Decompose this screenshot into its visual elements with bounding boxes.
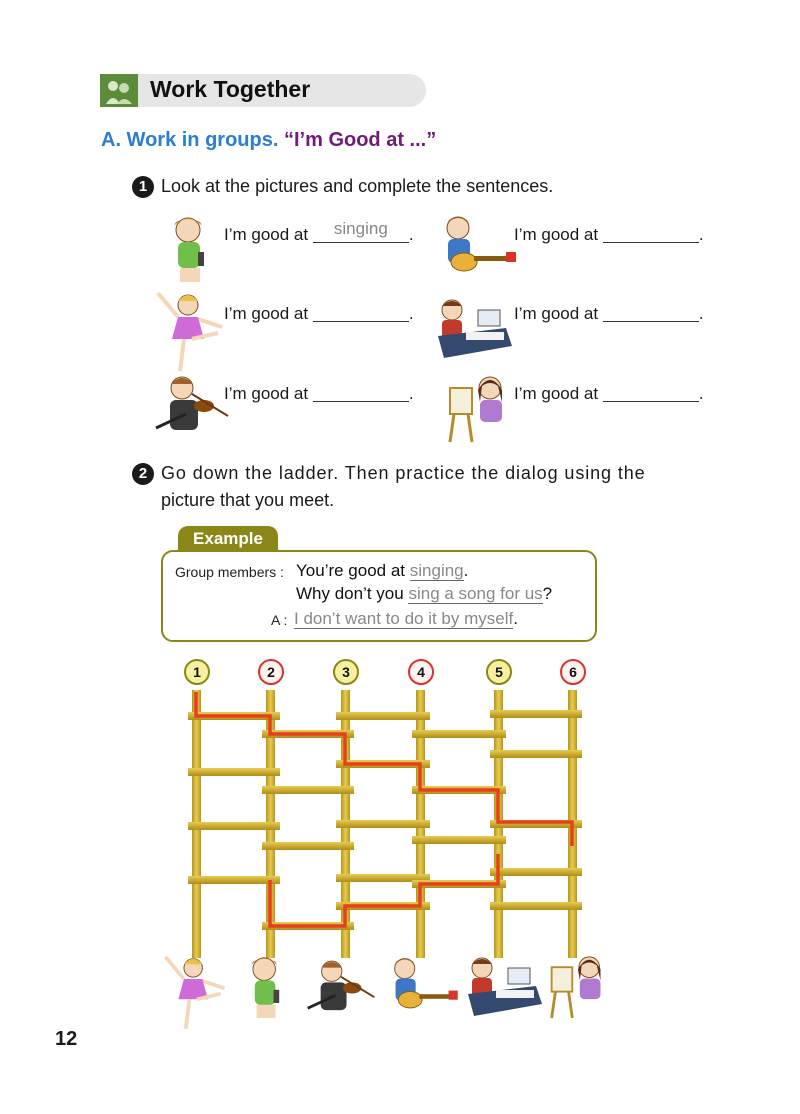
apple-label: 3: [342, 664, 350, 680]
answer-blank-6[interactable]: [603, 382, 699, 402]
example-line-3: [294, 609, 518, 629]
task1-instruction: Look at the pictures and complete the sentences.: [161, 176, 554, 196]
apple-label: 1: [193, 664, 201, 680]
sentence-prefix: I’m good at: [514, 384, 599, 403]
section-prefix: A. Work in groups.: [101, 129, 279, 151]
sentence-suffix: .: [698, 225, 704, 244]
ballet-girl-icon: [160, 950, 230, 1037]
page-number: 12: [55, 1028, 78, 1050]
group-icon: [100, 74, 138, 107]
apple-2: [259, 660, 283, 684]
sentence-prefix: I’m good at: [224, 304, 309, 323]
apple-label: 2: [267, 664, 275, 680]
violin-boy-icon: [152, 372, 232, 443]
apple-label: 6: [569, 664, 577, 680]
apple-1: [185, 660, 209, 684]
sentence-prefix: I’m good at: [514, 225, 599, 244]
line3-fill: I don’t want to do it by myself: [294, 609, 514, 628]
sentence-suffix: .: [408, 225, 414, 244]
task1-number-badge: 1: [132, 176, 154, 198]
apple-markers: [185, 660, 585, 684]
answer-text: singing: [333, 219, 388, 238]
sentence-5: [224, 384, 414, 404]
sentence-6: [514, 384, 704, 404]
answer-blank-4[interactable]: [603, 302, 699, 322]
guitar-boy-icon: [384, 954, 462, 1023]
sentence-suffix: .: [408, 384, 414, 403]
singing-girl-icon: [158, 212, 224, 291]
apple-5: [487, 660, 511, 684]
painting-girl-icon: [444, 372, 510, 449]
apple-6: [561, 660, 585, 684]
keyboard-boy-icon: [464, 954, 544, 1025]
sentence-prefix: I’m good at: [224, 384, 309, 403]
apple-label: 4: [417, 664, 425, 680]
sentence-prefix: I’m good at: [224, 225, 309, 244]
ladder-diagram: [176, 650, 596, 960]
singing-girl-icon: [236, 952, 298, 1027]
task2-number-badge: 2: [132, 463, 154, 485]
sentence-suffix: .: [698, 384, 704, 403]
apple-label: 5: [495, 664, 503, 680]
page-title: Work Together: [150, 76, 311, 102]
ladder-rungs: [188, 710, 582, 930]
answer-blank-1[interactable]: [313, 219, 409, 243]
ballet-girl-icon: [152, 287, 228, 378]
guitar-boy-icon: [436, 212, 520, 287]
task2-instruction-line2: picture that you meet.: [161, 490, 335, 510]
painting-girl-icon: [546, 952, 608, 1025]
sentence-4: [514, 304, 704, 324]
apple-4: [409, 660, 433, 684]
line2-fill: sing a song for us: [408, 584, 543, 603]
answer-blank-5[interactable]: [313, 382, 409, 402]
sentence-suffix: .: [408, 304, 414, 323]
ladder-path-lower: [270, 854, 498, 926]
speaker-a-label: A :: [271, 612, 288, 628]
line3-suffix: .: [513, 609, 518, 628]
keyboard-boy-icon: [434, 296, 514, 367]
line2-suffix: ?: [542, 584, 553, 603]
line1-suffix: .: [463, 561, 469, 580]
sentence-3: [224, 304, 414, 324]
answer-blank-3[interactable]: [313, 302, 409, 322]
violin-boy-icon: [304, 956, 378, 1023]
section-quote: “I’m Good at ...”: [283, 129, 437, 151]
line1-prefix: You’re good at: [296, 561, 406, 580]
answer-blank-2[interactable]: [603, 223, 699, 243]
apple-3: [334, 660, 358, 684]
line1-fill: singing: [409, 561, 464, 580]
speaker-group-label: Group members :: [175, 564, 284, 580]
task2-instruction-line1: Go down the ladder. Then practice the dialog using the: [161, 463, 646, 483]
sentence-1: [224, 219, 414, 245]
example-line-1: [296, 561, 468, 581]
sentence-2: [514, 225, 704, 245]
sentence-suffix: .: [698, 304, 704, 323]
example-tab: Example: [178, 526, 278, 552]
section-heading: [101, 129, 436, 152]
example-line-2: [296, 584, 552, 604]
line2-prefix: Why don’t you: [296, 584, 404, 603]
sentence-prefix: I’m good at: [514, 304, 599, 323]
